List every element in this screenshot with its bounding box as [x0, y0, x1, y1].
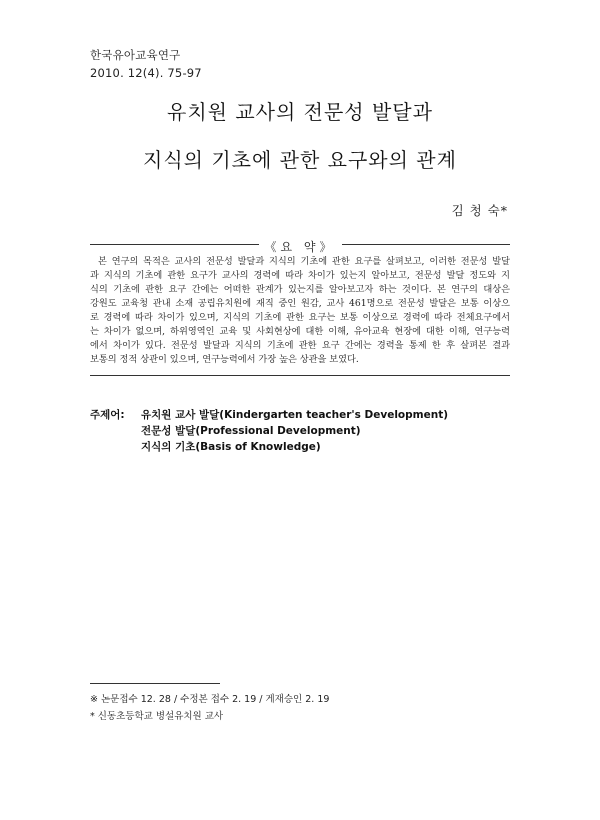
abstract-bottom-rule — [90, 375, 510, 376]
abstract-line: 강원도 교육청 관내 소재 공립유치원에 재직 중인 원감, 교사 461명으로 전문성 발달은 보통 이상으 — [90, 298, 510, 309]
paper-title-line-2: 지식의 기초에 관한 요구와의 관계 — [143, 148, 457, 172]
abstract-line: 본 연구의 목적은 교사의 전문성 발달과 지식의 기초에 관한 요구를 살펴보고, 이러한 전문성 발달 — [98, 256, 510, 267]
abstract-line: 는 차이가 없으며, 하위영역인 교육 및 사회현상에 대한 이해, 유아교육 현장에 대한 이해, 연구능력 — [90, 326, 510, 337]
abstract-line: 과 지식의 기초에 관한 요구가 교사의 경력에 따라 차이가 있는지 알아보고, 전문성 발달 정도와 지 — [90, 270, 510, 281]
keyword-item: 전문성 발달(Professional Development) — [141, 425, 361, 437]
footnote-affiliation: * 신동초등학교 병설유치원 교사 — [90, 711, 224, 722]
author-name: 김 청 숙* — [451, 203, 508, 218]
abstract-line: 식의 기초에 관한 요구 간에는 어떠한 관계가 있는지를 알아보고자 하는 것이다. 본 연구의 대상은 — [90, 284, 510, 295]
keywords-label: 주제어: — [90, 409, 125, 421]
keyword-item: 지식의 기초(Basis of Knowledge) — [141, 441, 321, 453]
footnote-rule — [90, 683, 220, 684]
abstract-heading-container — [0, 236, 600, 255]
abstract-line: 로 경력에 따라 차이가 있으며, 지식의 기초에 관한 요구는 보통 이상으로 경력에 따라 전체요구에서 — [90, 312, 510, 323]
journal-citation: 2010. 12(4). 75-97 — [90, 66, 202, 80]
keyword-item: 유치원 교사 발달(Kindergarten teacher's Development) — [141, 409, 449, 421]
abstract-heading: 《요 약》 — [259, 240, 342, 254]
abstract-line: 에서 차이가 있다. 전문성 발달과 지식의 기초에 관한 요구 간에는 경력을 통제 한 후 살펴본 결과 — [90, 340, 510, 351]
footnote-dates: ※ 논문접수 12. 28 / 수정본 접수 2. 19 / 게재승인 2. 19 — [90, 694, 330, 705]
abstract-line: 보통의 정적 상관이 있으며, 연구능력에서 가장 높은 상관을 보였다. — [90, 354, 359, 365]
journal-name: 한국유아교육연구 — [90, 48, 181, 62]
paper-title-line-1: 유치원 교사의 전문성 발달과 — [167, 100, 433, 124]
